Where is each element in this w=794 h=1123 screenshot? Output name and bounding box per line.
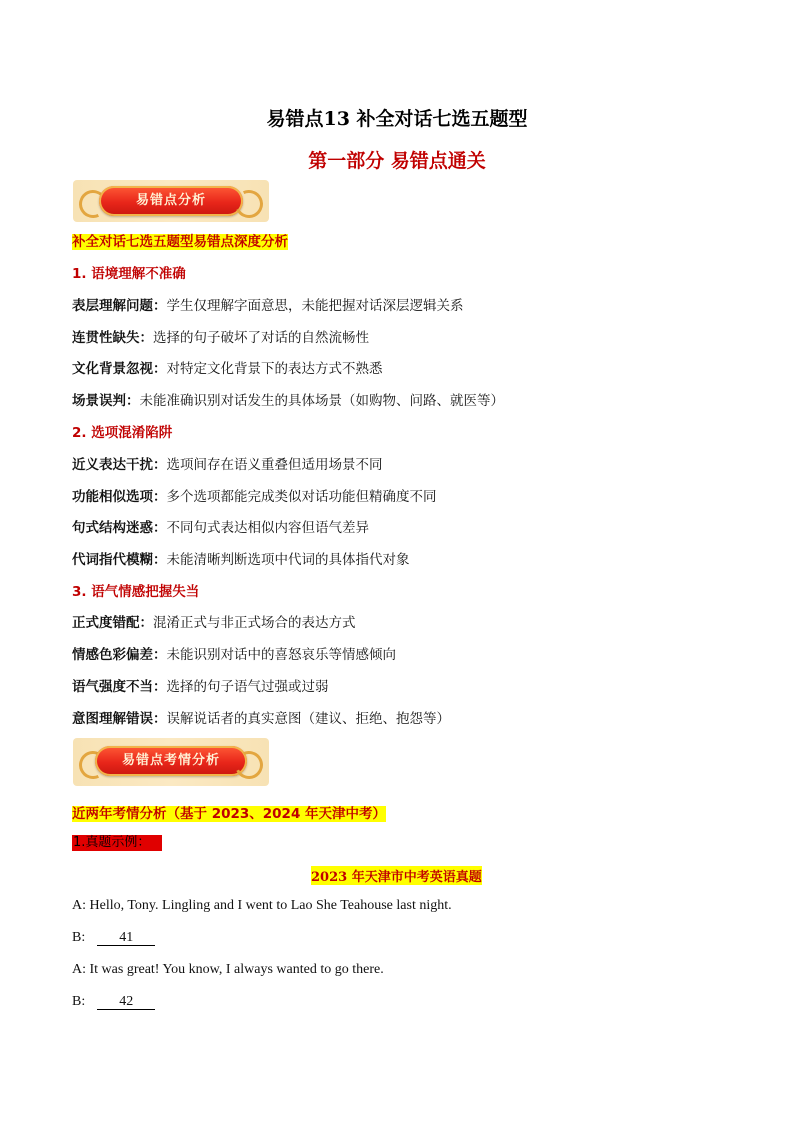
list-item [72,485,437,505]
item-label: 正式度错配： [72,615,153,631]
item-label: 句式结构迷惑： [72,520,167,536]
item-label: 场景误判： [72,393,140,409]
document-title: 易错点13 补全对话七选五题型 [266,108,528,130]
speaker: A: [72,962,86,977]
item-label: 表层理解问题： [72,298,167,314]
list-item [72,611,356,631]
banner-label: 易错点考情分析 [121,753,220,768]
item-label: 近义表达干扰： [72,457,167,473]
item-label: 连贯性缺失： [72,330,153,346]
speaker: A: [72,898,86,913]
exam-paper-title: 2023 年天津市中考英语真题 [311,866,482,885]
dialogue-line [72,994,155,1010]
list-item [72,294,464,314]
item-text: 选择的句子破坏了对话的自然流畅性 [153,330,369,346]
analysis-heading [72,230,288,250]
banner-label: 易错点分析 [135,193,206,208]
item-label: 意图理解错误： [72,711,167,727]
item-label: 代词指代模糊： [72,552,167,568]
dialogue-line [72,930,155,946]
analysis-heading-text: 补全对话七选五题型易错点深度分析 [72,234,288,250]
item-label: 语气强度不当： [72,679,167,695]
answer-blank[interactable]: 42 [97,995,155,1010]
item-label: 功能相似选项： [72,489,167,505]
list-item [72,326,369,346]
item-text: 未能准确识别对话发生的具体场景（如购物、问路、就医等） [139,393,504,409]
item-text: 学生仅理解字面意思，未能把握对话深层逻辑关系 [166,298,464,314]
banner-pill [99,186,243,216]
item-label: 文化背景忽视： [72,361,167,377]
dialogue-line [72,898,452,914]
item-text: 选项间存在语义重叠但适用场景不同 [166,457,383,473]
list-item [72,453,383,473]
list-item [72,357,383,377]
example-label: 1.真题示例： [72,835,162,851]
item-text: 未能识别对话中的喜怒哀乐等情感倾向 [166,647,396,663]
exam-heading-text: 近两年考情分析（基于 2023、2024 年天津中考） [72,806,387,822]
exam-banner [73,738,269,786]
section-heading-1: 1. 语境理解不准确 [72,266,186,282]
list-item [72,707,450,727]
item-text: 对特定文化背景下的表达方式不熟悉 [166,361,383,377]
list-item [72,548,410,568]
section-heading-2: 2. 选项混淆陷阱 [72,425,173,441]
banner-pill [95,746,247,776]
answer-blank[interactable]: 41 [97,931,155,946]
speaker: B: [72,994,86,1009]
list-item [72,516,369,536]
dialogue-text: It was great! You know, I always wanted to go there. [89,962,384,977]
item-label: 情感色彩偏差： [72,647,167,663]
dialogue-text: Hello, Tony. Lingling and I went to Lao She Teahouse last night. [89,898,452,913]
item-text: 多个选项都能完成类似对话功能但精确度不同 [166,489,437,505]
analysis-banner [73,180,269,222]
list-item [72,643,396,663]
item-text: 选择的句子语气过强或过弱 [166,679,329,695]
item-text: 未能清晰判断选项中代词的具体指代对象 [166,552,410,568]
section-heading-3: 3. 语气情感把握失当 [72,584,200,600]
list-item [72,675,329,695]
item-text: 不同句式表达相似内容但语气差异 [166,520,369,536]
item-text: 误解说话者的真实意图（建议、拒绝、抱怨等） [166,711,450,727]
list-item [72,389,504,409]
speaker: B: [72,930,86,945]
item-text: 混淆正式与非正式场合的表达方式 [153,615,356,631]
dialogue-line [72,962,384,978]
part-subtitle: 第一部分 易错点通关 [308,150,486,172]
exam-heading [72,802,386,822]
